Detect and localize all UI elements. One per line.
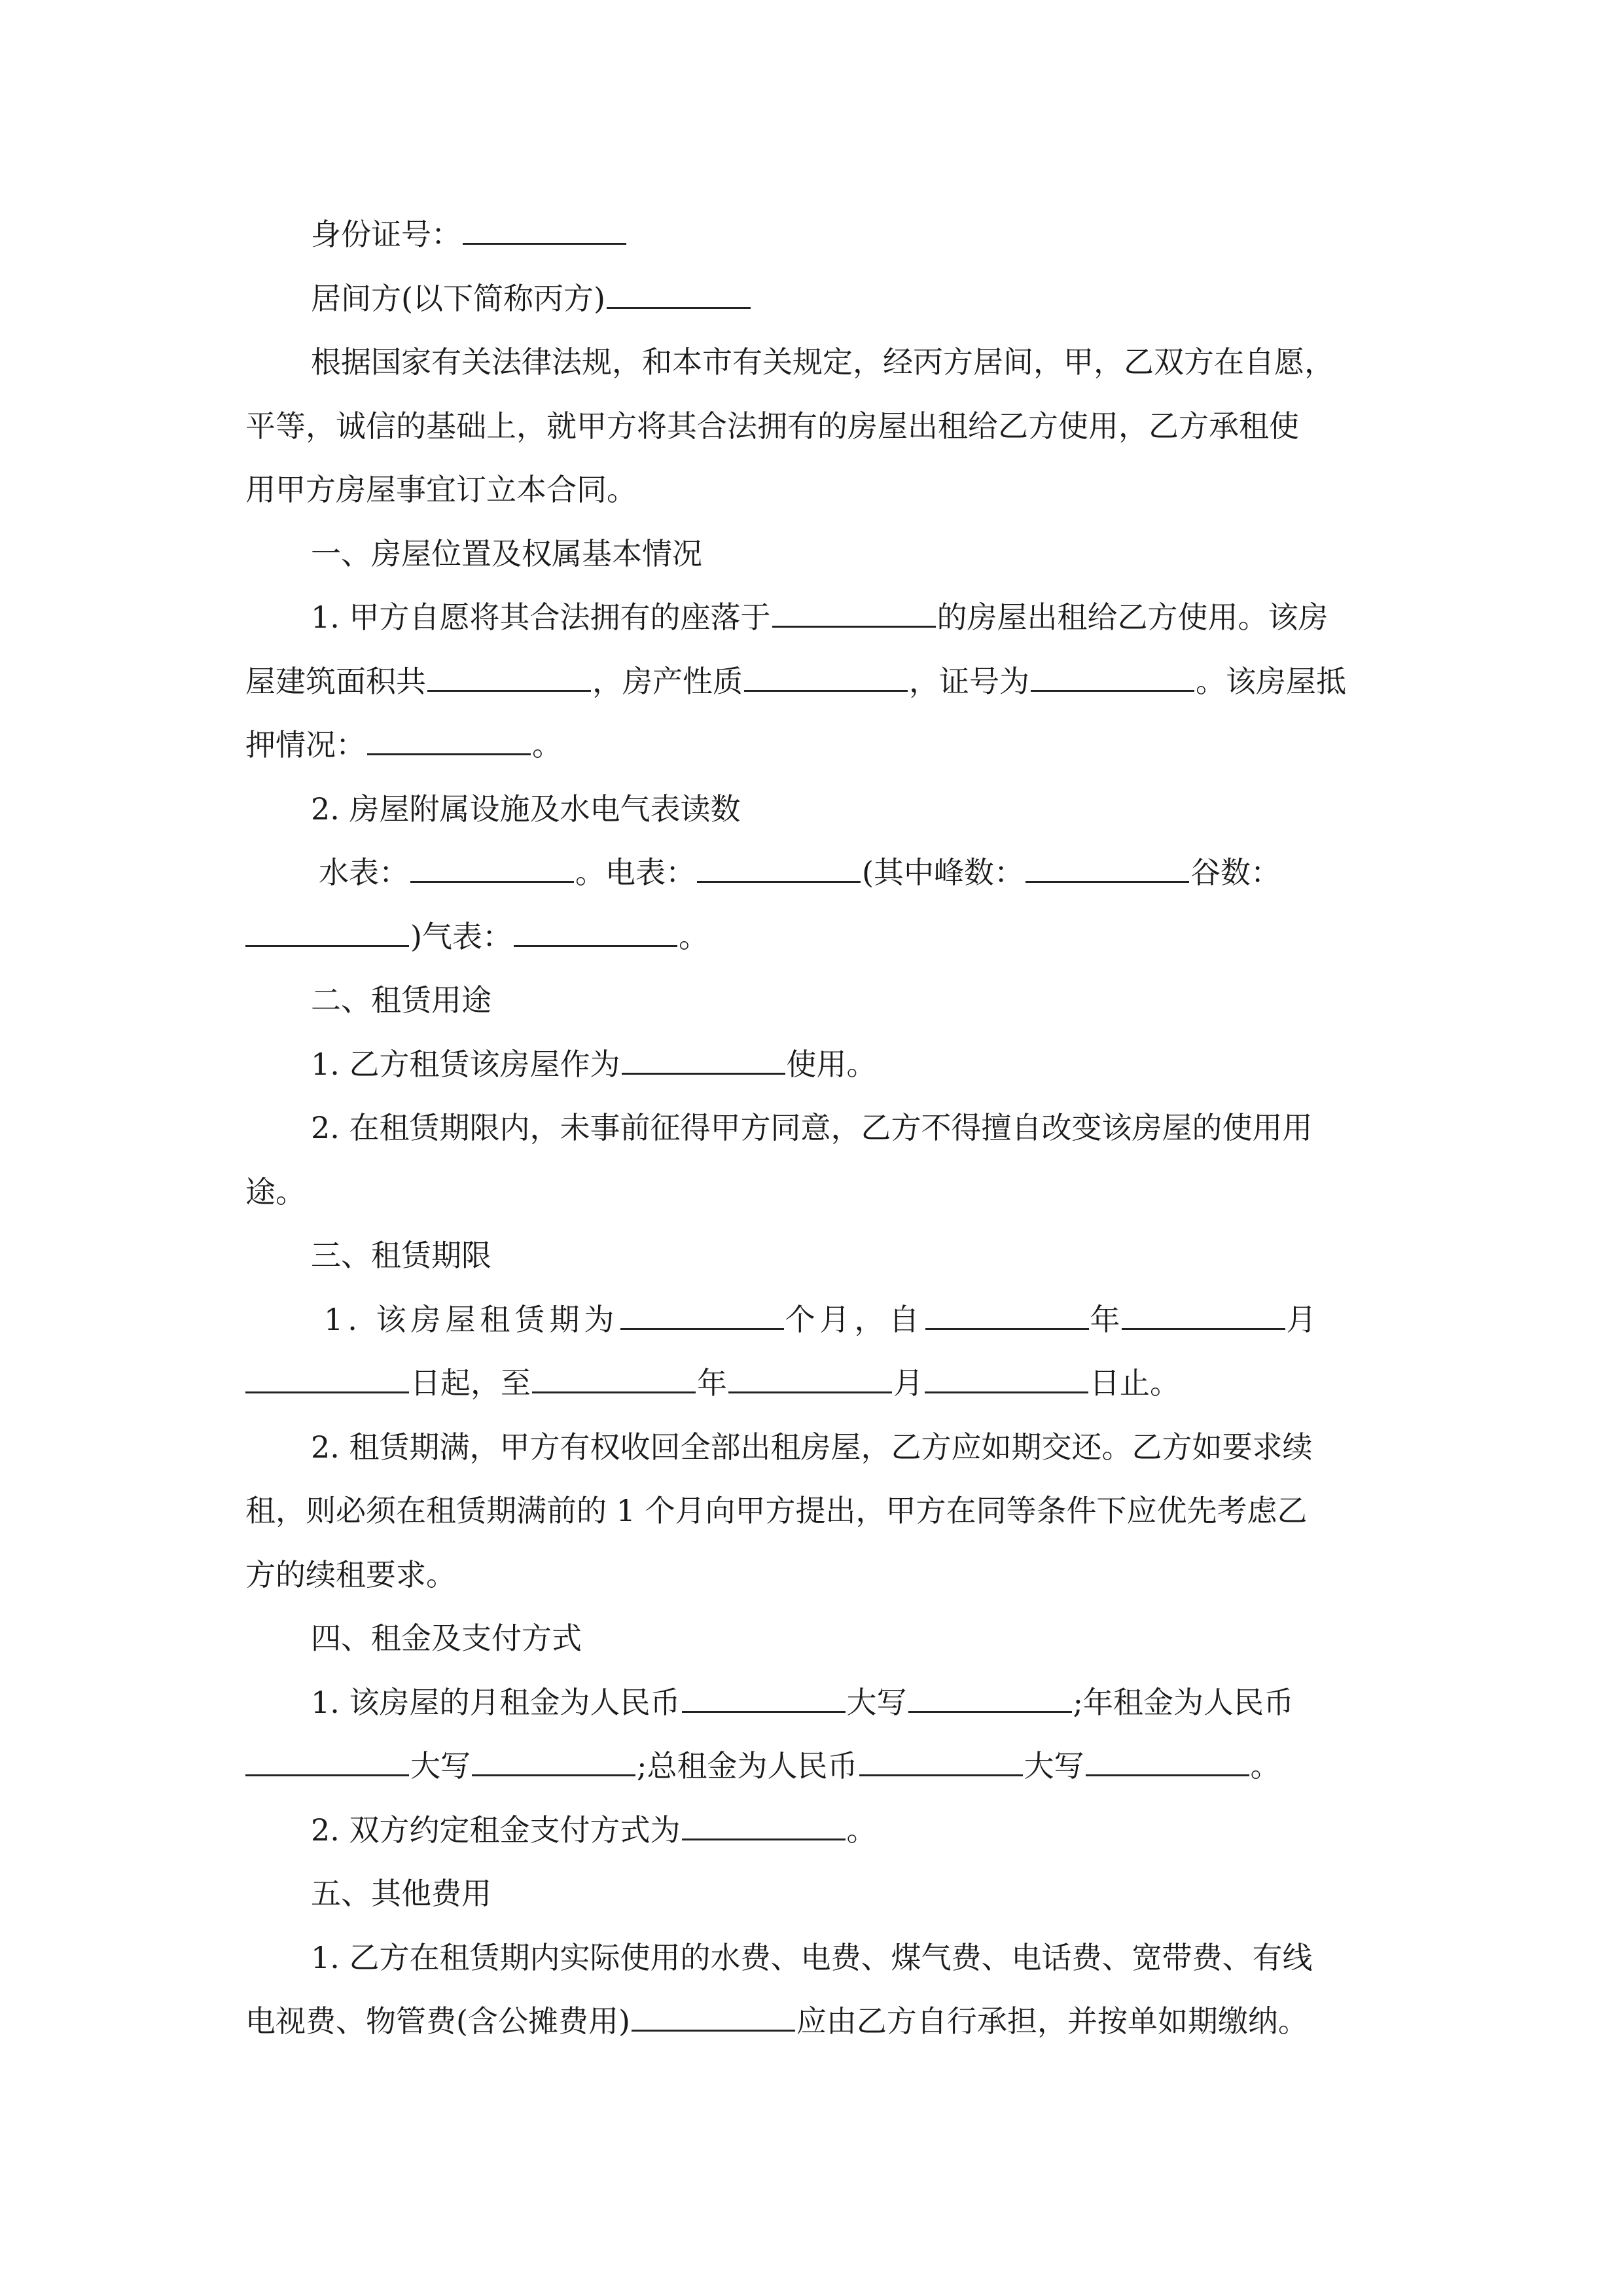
property-nature-blank bbox=[744, 664, 908, 692]
usage-purpose-blank bbox=[622, 1047, 785, 1075]
text-segment: 谷数： bbox=[1190, 855, 1281, 890]
meter-readings-line-1 bbox=[245, 841, 1381, 905]
clause-4-2 bbox=[245, 1799, 1381, 1863]
section-4-heading: 四、租金及支付方式 bbox=[311, 1621, 582, 1656]
text-segment: 月 bbox=[893, 1365, 923, 1401]
id-number-line bbox=[245, 203, 1381, 267]
text-segment: 。 bbox=[678, 918, 709, 954]
water-meter-blank bbox=[410, 855, 574, 883]
text-segment: ，证号为 bbox=[909, 663, 1029, 699]
clause-3-1-line-1 bbox=[245, 1288, 1381, 1352]
text-segment: 年 bbox=[1090, 1301, 1120, 1337]
start-day-blank bbox=[245, 1365, 409, 1393]
clause-1-2-line-1: 2. 房屋附属设施及水电气表读数 bbox=[311, 791, 741, 827]
text-segment: 1. 该房屋的月租金为人民币 bbox=[311, 1684, 681, 1720]
preamble-line-1: 根据国家有关法律法规，和本市有关规定，经丙方居间，甲，乙双方在自愿， bbox=[311, 344, 1334, 380]
clause-3-2-line-3: 方的续租要求。 bbox=[245, 1556, 456, 1592]
section-1-heading: 一、房屋位置及权属基本情况 bbox=[311, 535, 702, 571]
lease-months-blank bbox=[620, 1302, 784, 1330]
text-segment: 水表： bbox=[319, 855, 409, 890]
clause-5-1-line-1: 1. 乙方在租赁期内实际使用的水费、电费、煤气费、电话费、宽带费、有线 bbox=[311, 1939, 1313, 1975]
id-number-blank bbox=[463, 217, 626, 245]
section-3-heading: 三、租赁期限 bbox=[311, 1238, 491, 1273]
text-segment: (其中峰数： bbox=[862, 855, 1024, 890]
start-year-blank bbox=[925, 1302, 1089, 1330]
text-segment: 。该房屋抵 bbox=[1196, 663, 1346, 699]
clause-2-1 bbox=[245, 1033, 1381, 1097]
peak-reading-blank bbox=[1026, 855, 1189, 883]
text-segment: ;总租金为人民币 bbox=[637, 1748, 858, 1784]
intermediary-blank bbox=[607, 281, 751, 309]
end-year-blank bbox=[532, 1365, 696, 1393]
section-5-heading: 五、其他费用 bbox=[311, 1876, 491, 1911]
start-month-blank bbox=[1122, 1302, 1285, 1330]
annual-rent-words-blank bbox=[472, 1748, 635, 1776]
monthly-rent-words-blank bbox=[908, 1685, 1072, 1713]
text-segment: 电视费、物管费(含公摊费用) bbox=[245, 2003, 630, 2039]
text-segment: )气表： bbox=[410, 918, 512, 954]
mortgage-blank bbox=[367, 727, 531, 755]
text-segment: 的房屋出租给乙方使用。该房 bbox=[936, 600, 1329, 635]
clause-4-1-line-1 bbox=[245, 1671, 1381, 1735]
text-segment: 。 bbox=[846, 1812, 877, 1848]
clause-3-2-line-2: 租，则必须在租赁期满前的 1 个月向甲方提出，甲方在同等条件下应优先考虑乙 bbox=[245, 1493, 1308, 1528]
clause-5-1-line-2 bbox=[245, 1990, 1381, 2054]
end-month-blank bbox=[728, 1365, 892, 1393]
gas-meter-blank bbox=[514, 919, 677, 947]
electric-meter-blank bbox=[697, 855, 861, 883]
clause-2-2-line-1: 2. 在租赁期限内，未事前征得甲方同意，乙方不得擅自改变该房屋的使用用 bbox=[311, 1110, 1313, 1145]
contract-body bbox=[245, 203, 1381, 2054]
text-segment: 大写 bbox=[1024, 1748, 1084, 1784]
text-segment: 大写 bbox=[846, 1684, 907, 1720]
text-segment: ;年租金为人民币 bbox=[1073, 1684, 1294, 1720]
text-segment: 1. 乙方租赁该房屋作为 bbox=[311, 1046, 620, 1082]
text-segment: 个月，自 bbox=[785, 1301, 924, 1337]
end-day-blank bbox=[925, 1365, 1088, 1393]
certificate-number-blank bbox=[1031, 664, 1194, 692]
preamble-line-3: 用甲方房屋事宜订立本合同。 bbox=[245, 472, 637, 507]
clause-3-2-line-1: 2. 租赁期满，甲方有权收回全部出租房屋，乙方应如期交还。乙方如要求续 bbox=[311, 1429, 1313, 1465]
intermediary-label: 居间方(以下简称丙方) bbox=[311, 280, 605, 316]
id-number-label: 身份证号： bbox=[311, 217, 461, 252]
text-segment: 1. 该房屋租赁期为 bbox=[324, 1301, 619, 1337]
clause-4-1-line-2 bbox=[245, 1734, 1381, 1799]
payment-method-blank bbox=[682, 1812, 846, 1840]
text-segment: 月 bbox=[1286, 1301, 1317, 1337]
text-segment: 使用。 bbox=[786, 1046, 877, 1082]
section-2-heading: 二、租赁用途 bbox=[311, 982, 491, 1018]
intermediary-line bbox=[245, 267, 1381, 331]
text-segment: 押情况： bbox=[245, 727, 366, 762]
total-rent-blank bbox=[859, 1748, 1023, 1776]
text-segment: 2. 双方约定租金支付方式为 bbox=[311, 1812, 681, 1848]
text-segment: 大写 bbox=[410, 1748, 471, 1784]
meter-readings-line-2 bbox=[245, 905, 1381, 969]
text-segment: 日起，至 bbox=[410, 1365, 531, 1401]
monthly-rent-blank bbox=[682, 1685, 846, 1713]
valley-reading-blank bbox=[245, 919, 409, 947]
location-blank bbox=[772, 600, 936, 628]
total-rent-words-blank bbox=[1086, 1748, 1249, 1776]
text-segment: 1. 甲方自愿将其合法拥有的座落于 bbox=[311, 600, 771, 635]
text-segment: 屋建筑面积共 bbox=[245, 663, 426, 699]
text-segment: 。电表： bbox=[575, 855, 696, 890]
text-segment: ，房产性质 bbox=[592, 663, 743, 699]
text-segment: 日止。 bbox=[1090, 1365, 1180, 1401]
clause-1-1-line-2 bbox=[245, 650, 1381, 714]
annual-rent-blank bbox=[245, 1748, 409, 1776]
clause-2-2-line-2: 途。 bbox=[245, 1174, 306, 1210]
clause-1-1-line-3 bbox=[245, 713, 1381, 778]
text-segment: 应由乙方自行承担，并按单如期缴纳。 bbox=[796, 2003, 1308, 2039]
text-segment: 。 bbox=[532, 727, 562, 762]
clause-3-1-line-2 bbox=[245, 1352, 1381, 1416]
text-segment: 年 bbox=[697, 1365, 727, 1401]
property-fee-blank bbox=[632, 2003, 795, 2032]
text-segment: 。 bbox=[1250, 1748, 1281, 1784]
area-blank bbox=[427, 664, 591, 692]
clause-1-1-line-1 bbox=[245, 586, 1381, 650]
preamble-line-2: 平等，诚信的基础上，就甲方将其合法拥有的房屋出租给乙方使用，乙方承租使 bbox=[245, 408, 1299, 444]
